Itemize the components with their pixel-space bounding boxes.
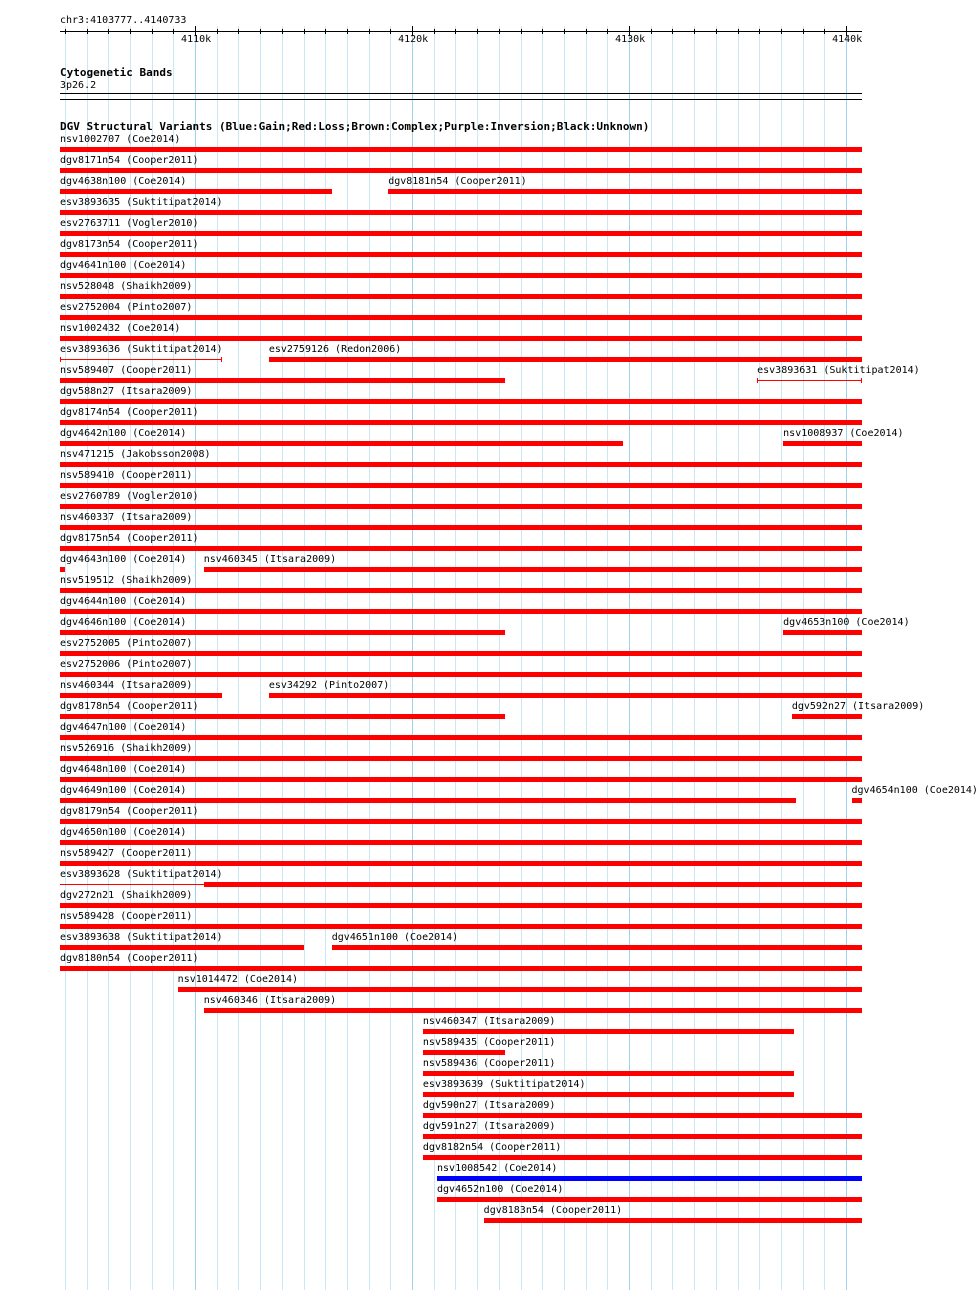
variant-bar[interactable] [60, 399, 862, 404]
variant-label[interactable]: esv2752004 (Pinto2007) [60, 302, 193, 313]
variant-bar[interactable] [60, 252, 862, 257]
variant-bar[interactable] [60, 273, 862, 278]
variant-label[interactable]: dgv4652n100 (Coe2014) [437, 1184, 564, 1195]
variant-bar-endcap [221, 357, 222, 362]
ruler-tick-label: 4140k [832, 34, 863, 45]
variant-bar[interactable] [423, 1092, 794, 1097]
variant-bar-thin[interactable] [60, 884, 204, 885]
variant-label[interactable]: dgv592n27 (Itsara2009) [791, 701, 925, 712]
variant-bar[interactable] [423, 1155, 862, 1160]
variant-bar[interactable] [60, 630, 505, 635]
variant-bar[interactable] [757, 380, 862, 381]
variant-label[interactable]: dgv4649n100 (Coe2014) [60, 785, 187, 796]
variant-label[interactable]: dgv4641n100 (Coe2014) [60, 260, 187, 271]
variant-bar-endcap [60, 357, 61, 362]
variant-label[interactable]: dgv8179n54 (Cooper2011) [60, 806, 199, 817]
variant-label[interactable]: nsv589436 (Cooper2011) [422, 1058, 556, 1069]
variant-bar[interactable] [484, 1218, 862, 1223]
ruler-tick-label: 4110k [181, 34, 212, 45]
variant-bar[interactable] [60, 210, 862, 215]
variant-bar[interactable] [60, 798, 796, 803]
variant-label[interactable]: nsv460344 (Itsara2009) [60, 680, 193, 691]
variant-label[interactable]: dgv4651n100 (Coe2014) [331, 932, 459, 943]
variant-label[interactable]: esv34292 (Pinto2007) [268, 680, 390, 691]
variant-label[interactable]: nsv589435 (Cooper2011) [422, 1037, 556, 1048]
variant-label[interactable]: dgv8174n54 (Cooper2011) [60, 407, 199, 418]
variant-label[interactable]: esv3893638 (Suktitipat2014) [60, 932, 223, 943]
variant-bar[interactable] [60, 378, 505, 383]
cytoband-label: 3p26.2 [60, 80, 97, 91]
variant-label[interactable]: esv2752006 (Pinto2007) [60, 659, 193, 670]
variant-bar[interactable] [60, 651, 862, 656]
variant-label[interactable]: nsv589410 (Cooper2011) [60, 470, 193, 481]
variant-label[interactable]: nsv1008937 (Coe2014) [783, 428, 904, 439]
variant-label[interactable]: dgv8178n54 (Cooper2011) [60, 701, 199, 712]
variant-label[interactable]: dgv4644n100 (Coe2014) [60, 596, 187, 607]
variant-label[interactable]: nsv460345 (Itsara2009) [203, 554, 337, 565]
variant-label[interactable]: nsv460347 (Itsara2009) [422, 1016, 556, 1027]
variant-label[interactable]: dgv4646n100 (Coe2014) [60, 617, 187, 628]
variant-bar[interactable] [423, 1134, 862, 1139]
variant-bar[interactable] [60, 777, 862, 782]
locus-label: chr3:4103777..4140733 [60, 15, 187, 26]
variant-bar[interactable] [852, 798, 862, 803]
variant-label[interactable]: dgv4650n100 (Coe2014) [60, 827, 187, 838]
variant-bar[interactable] [60, 924, 862, 929]
variant-label[interactable]: dgv588n27 (Itsara2009) [60, 386, 193, 397]
variant-label[interactable]: esv2763711 (Vogler2010) [60, 218, 199, 229]
variant-bar[interactable] [60, 483, 862, 488]
variant-bar[interactable] [60, 735, 862, 740]
variant-bar[interactable] [60, 359, 222, 360]
variant-label[interactable]: esv3893635 (Suktitipat2014) [60, 197, 223, 208]
variant-bar[interactable] [423, 1113, 862, 1118]
variant-label[interactable]: dgv8181n54 (Cooper2011) [388, 176, 527, 187]
variant-bar[interactable] [60, 504, 862, 509]
cytoband-track-title: Cytogenetic Bands [60, 66, 173, 79]
variant-bar[interactable] [269, 693, 862, 698]
variant-label[interactable]: dgv4654n100 (Coe2014) [851, 785, 978, 796]
variant-bar[interactable] [60, 567, 65, 572]
variant-bar[interactable] [423, 1050, 505, 1055]
variant-bar[interactable] [60, 966, 862, 971]
variant-bar[interactable] [792, 714, 862, 719]
variant-bar[interactable] [60, 525, 862, 530]
variant-bar[interactable] [60, 189, 332, 194]
variant-label[interactable]: nsv589428 (Cooper2011) [60, 911, 193, 922]
variant-bar[interactable] [60, 168, 862, 173]
variant-label[interactable]: dgv4648n100 (Coe2014) [60, 764, 187, 775]
variant-bar[interactable] [423, 1029, 794, 1034]
variant-bar[interactable] [60, 756, 862, 761]
variant-bar[interactable] [437, 1197, 862, 1202]
variant-label[interactable]: dgv4653n100 (Coe2014) [783, 617, 910, 628]
variant-label[interactable]: esv2760789 (Vogler2010) [60, 491, 199, 502]
variant-bar[interactable] [783, 441, 862, 446]
variant-label[interactable]: esv3893636 (Suktitipat2014) [60, 344, 223, 355]
variant-label[interactable]: dgv8182n54 (Cooper2011) [422, 1142, 562, 1153]
variant-label[interactable]: nsv1014472 (Coe2014) [177, 974, 299, 985]
variant-label[interactable]: nsv519512 (Shaikh2009) [60, 575, 193, 586]
variant-label[interactable]: nsv589407 (Cooper2011) [60, 365, 193, 376]
ruler-tick-label: 4130k [615, 34, 646, 45]
variant-bar-endcap [861, 378, 862, 383]
variant-bar[interactable] [60, 714, 505, 719]
variant-label[interactable]: esv3893639 (Suktitipat2014) [422, 1079, 586, 1090]
variant-label[interactable]: dgv590n27 (Itsara2009) [422, 1100, 556, 1111]
variant-bar[interactable] [60, 231, 862, 236]
variant-bar[interactable] [60, 546, 862, 551]
variant-bar[interactable] [388, 189, 862, 194]
variant-label[interactable]: dgv8173n54 (Cooper2011) [60, 239, 199, 250]
variant-bar[interactable] [60, 441, 623, 446]
variant-bar[interactable] [332, 945, 862, 950]
dgv-track-title: DGV Structural Variants (Blue:Gain;Red:Loss;Brown:Complex;Purple:Inversion;Black:Unknown) [60, 120, 650, 133]
variant-label[interactable]: dgv8183n54 (Cooper2011) [483, 1205, 623, 1216]
variant-label[interactable]: nsv526916 (Shaikh2009) [60, 743, 193, 754]
variant-label[interactable]: esv2759126 (Redon2006) [268, 344, 402, 355]
variant-bar[interactable] [204, 1008, 862, 1013]
variant-bar[interactable] [60, 861, 862, 866]
variant-label[interactable]: nsv1002432 (Coe2014) [60, 323, 181, 334]
variant-bar[interactable] [783, 630, 862, 635]
variant-bar[interactable] [60, 462, 862, 467]
variant-bar[interactable] [60, 420, 862, 425]
variant-bar[interactable] [60, 609, 862, 614]
variant-bar[interactable] [60, 672, 862, 677]
variant-bar[interactable] [60, 945, 304, 950]
variant-label[interactable]: dgv4638n100 (Coe2014) [60, 176, 187, 187]
variant-label[interactable]: dgv4643n100 (Coe2014) [60, 554, 187, 565]
variant-bar[interactable] [437, 1176, 862, 1181]
variant-label[interactable]: dgv591n27 (Itsara2009) [422, 1121, 556, 1132]
variant-bar[interactable] [204, 567, 862, 572]
variant-label[interactable]: dgv272n21 (Shaikh2009) [60, 890, 193, 901]
variant-label[interactable]: dgv4647n100 (Coe2014) [60, 722, 187, 733]
ruler-tick-label: 4120k [398, 34, 429, 45]
variant-label[interactable]: dgv8175n54 (Cooper2011) [60, 533, 199, 544]
variant-label[interactable]: nsv460346 (Itsara2009) [203, 995, 337, 1006]
variant-bar[interactable] [60, 336, 862, 341]
variant-label[interactable]: dgv8171n54 (Cooper2011) [60, 155, 199, 166]
variant-bar[interactable] [423, 1071, 794, 1076]
variant-bar[interactable] [60, 147, 862, 152]
variant-label[interactable]: esv3893631 (Suktitipat2014) [757, 365, 920, 376]
variant-bar[interactable] [60, 819, 862, 824]
variant-bar[interactable] [178, 987, 862, 992]
variant-bar[interactable] [60, 840, 862, 845]
variant-label[interactable]: nsv1008542 (Coe2014) [437, 1163, 558, 1174]
variant-bar[interactable] [60, 903, 862, 908]
variant-label[interactable]: nsv1002707 (Coe2014) [60, 134, 181, 145]
variant-bar[interactable] [60, 588, 862, 593]
variant-label[interactable]: nsv589427 (Cooper2011) [60, 848, 193, 859]
variant-bar-endcap [757, 378, 758, 383]
variant-bar[interactable] [269, 357, 862, 362]
variant-bar[interactable] [60, 693, 222, 698]
variant-label[interactable]: esv3893628 (Suktitipat2014) [60, 869, 223, 880]
variant-bar[interactable] [60, 315, 862, 320]
variant-bar[interactable] [60, 294, 862, 299]
variant-bar[interactable] [204, 882, 862, 887]
variant-label[interactable]: dgv8180n54 (Cooper2011) [60, 953, 199, 964]
variant-label[interactable]: dgv4642n100 (Coe2014) [60, 428, 187, 439]
variant-label[interactable]: nsv460337 (Itsara2009) [60, 512, 193, 523]
variant-label[interactable]: nsv471215 (Jakobsson2008) [60, 449, 211, 460]
variant-label[interactable]: esv2752005 (Pinto2007) [60, 638, 193, 649]
variant-label[interactable]: nsv528048 (Shaikh2009) [60, 281, 193, 292]
